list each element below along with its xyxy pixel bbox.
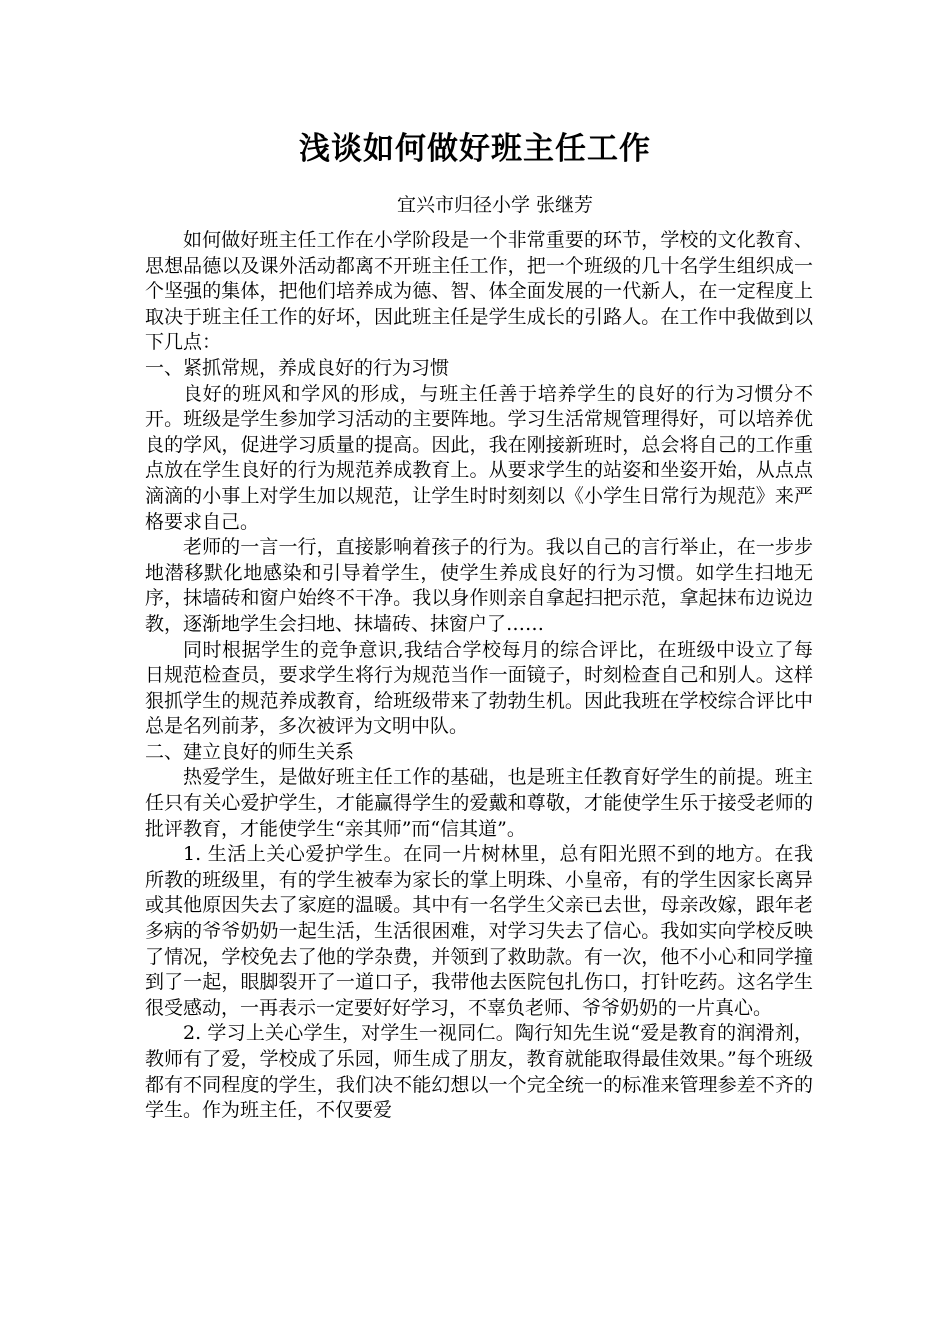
document-author: 宜兴市归径小学 张继芳: [396, 194, 594, 216]
paragraph: 良好的班风和学风的形成，与班主任善于培养学生的良好的行为习惯分不开。班级是学生参加学习活动的主要阵地。学习生活常规管理得好，可以培养优良的学风，促进学习质量的提高。因此，我在刚接新班时，总会将自己的工作重点放在学生良好的行为规范养成教育上。从要求学生的站姿和坐姿开始，从点点滴滴的小事上对学生加以规范，让学生时时刻刻以《小学生日常行为规范》来严格要求自己。: [145, 382, 813, 533]
paragraph: 热爱学生，是做好班主任工作的基础，也是班主任教育好学生的前提。班主任只有关心爱护学生，才能赢得学生的爱戴和尊敬，才能使学生乐于接受老师的批评教育，才能使学生“亲其师”而“信其道”。: [145, 766, 813, 840]
paragraph: 老师的一言一行，直接影响着孩子的行为。我以自己的言行举止，在一步步地潜移默化地感染和引导着学生，使学生养成良好的行为习惯。如学生扫地无序，抹墙砖和窗户始终不干净。我以身作则亲自拿起扫把示范，拿起抹布边说边教，逐渐地学生会扫地、抹墙砖、抹窗户了……: [145, 536, 813, 635]
paragraph: 同时根据学生的竞争意识,我结合学校每月的综合评比，在班级中设立了每日规范检查员，要求学生将行为规范当作一面镜子，时刻检查自己和别人。这样狠抓学生的规范养成教育，给班级带来了勃勃生机。因此我班在学校综合评比中总是名列前茅，多次被评为文明中队。: [145, 638, 813, 738]
document-body: [145, 228, 813, 1124]
section-heading: 二、建立良好的师生关系: [145, 740, 355, 763]
paragraph: 1. 生活上关心爱护学生。在同一片树林里，总有阳光照不到的地方。在我所教的班级里，有的学生被奉为家长的掌上明珠、小皇帝，有的学生因家长离异或其他原因失去了家庭的温暖。其中有一名学生父亲已去世，母亲改嫁，跟年老多病的爷爷奶奶一起生活，生活很困难，对学习失去了信心。我如实向学校反映了情况，学校免去了他的学杂费，并领到了救助款。有一次，他不小心和同学撞到了一起，眼脚裂开了一道口子，我带他去医院包扎伤口，打针吃药。这名学生很受感动，一再表示一定要好好学习，不辜负老师、爷爷奶奶的一片真心。: [145, 843, 813, 1019]
section-heading: 一、紧抓常规，养成良好的行为习惯: [145, 356, 450, 379]
document-title: 浅谈如何做好班主任工作: [299, 131, 651, 167]
paragraph: 2. 学习上关心学生，对学生一视同仁。陶行知先生说“爱是教育的润滑剂，教师有了爱，学校成了乐园，师生成了朋友，教育就能取得最佳效果。”每个班级都有不同程度的学生，我们决不能幻想以一个完全统一的标准来管理参差不齐的学生。作为班主任，不仅要爱: [145, 1022, 813, 1122]
paragraph: 如何做好班主任工作在小学阶段是一个非常重要的环节，学校的文化教育、思想品德以及课外活动都离不开班主任工作，把一个班级的几十名学生组织成一个坚强的集体，把他们培养成为德、智、体全面发展的一代新人，在一定程度上取决于班主任工作的好坏，因此班主任是学生成长的引路人。在工作中我做到以下几点：: [145, 229, 813, 354]
